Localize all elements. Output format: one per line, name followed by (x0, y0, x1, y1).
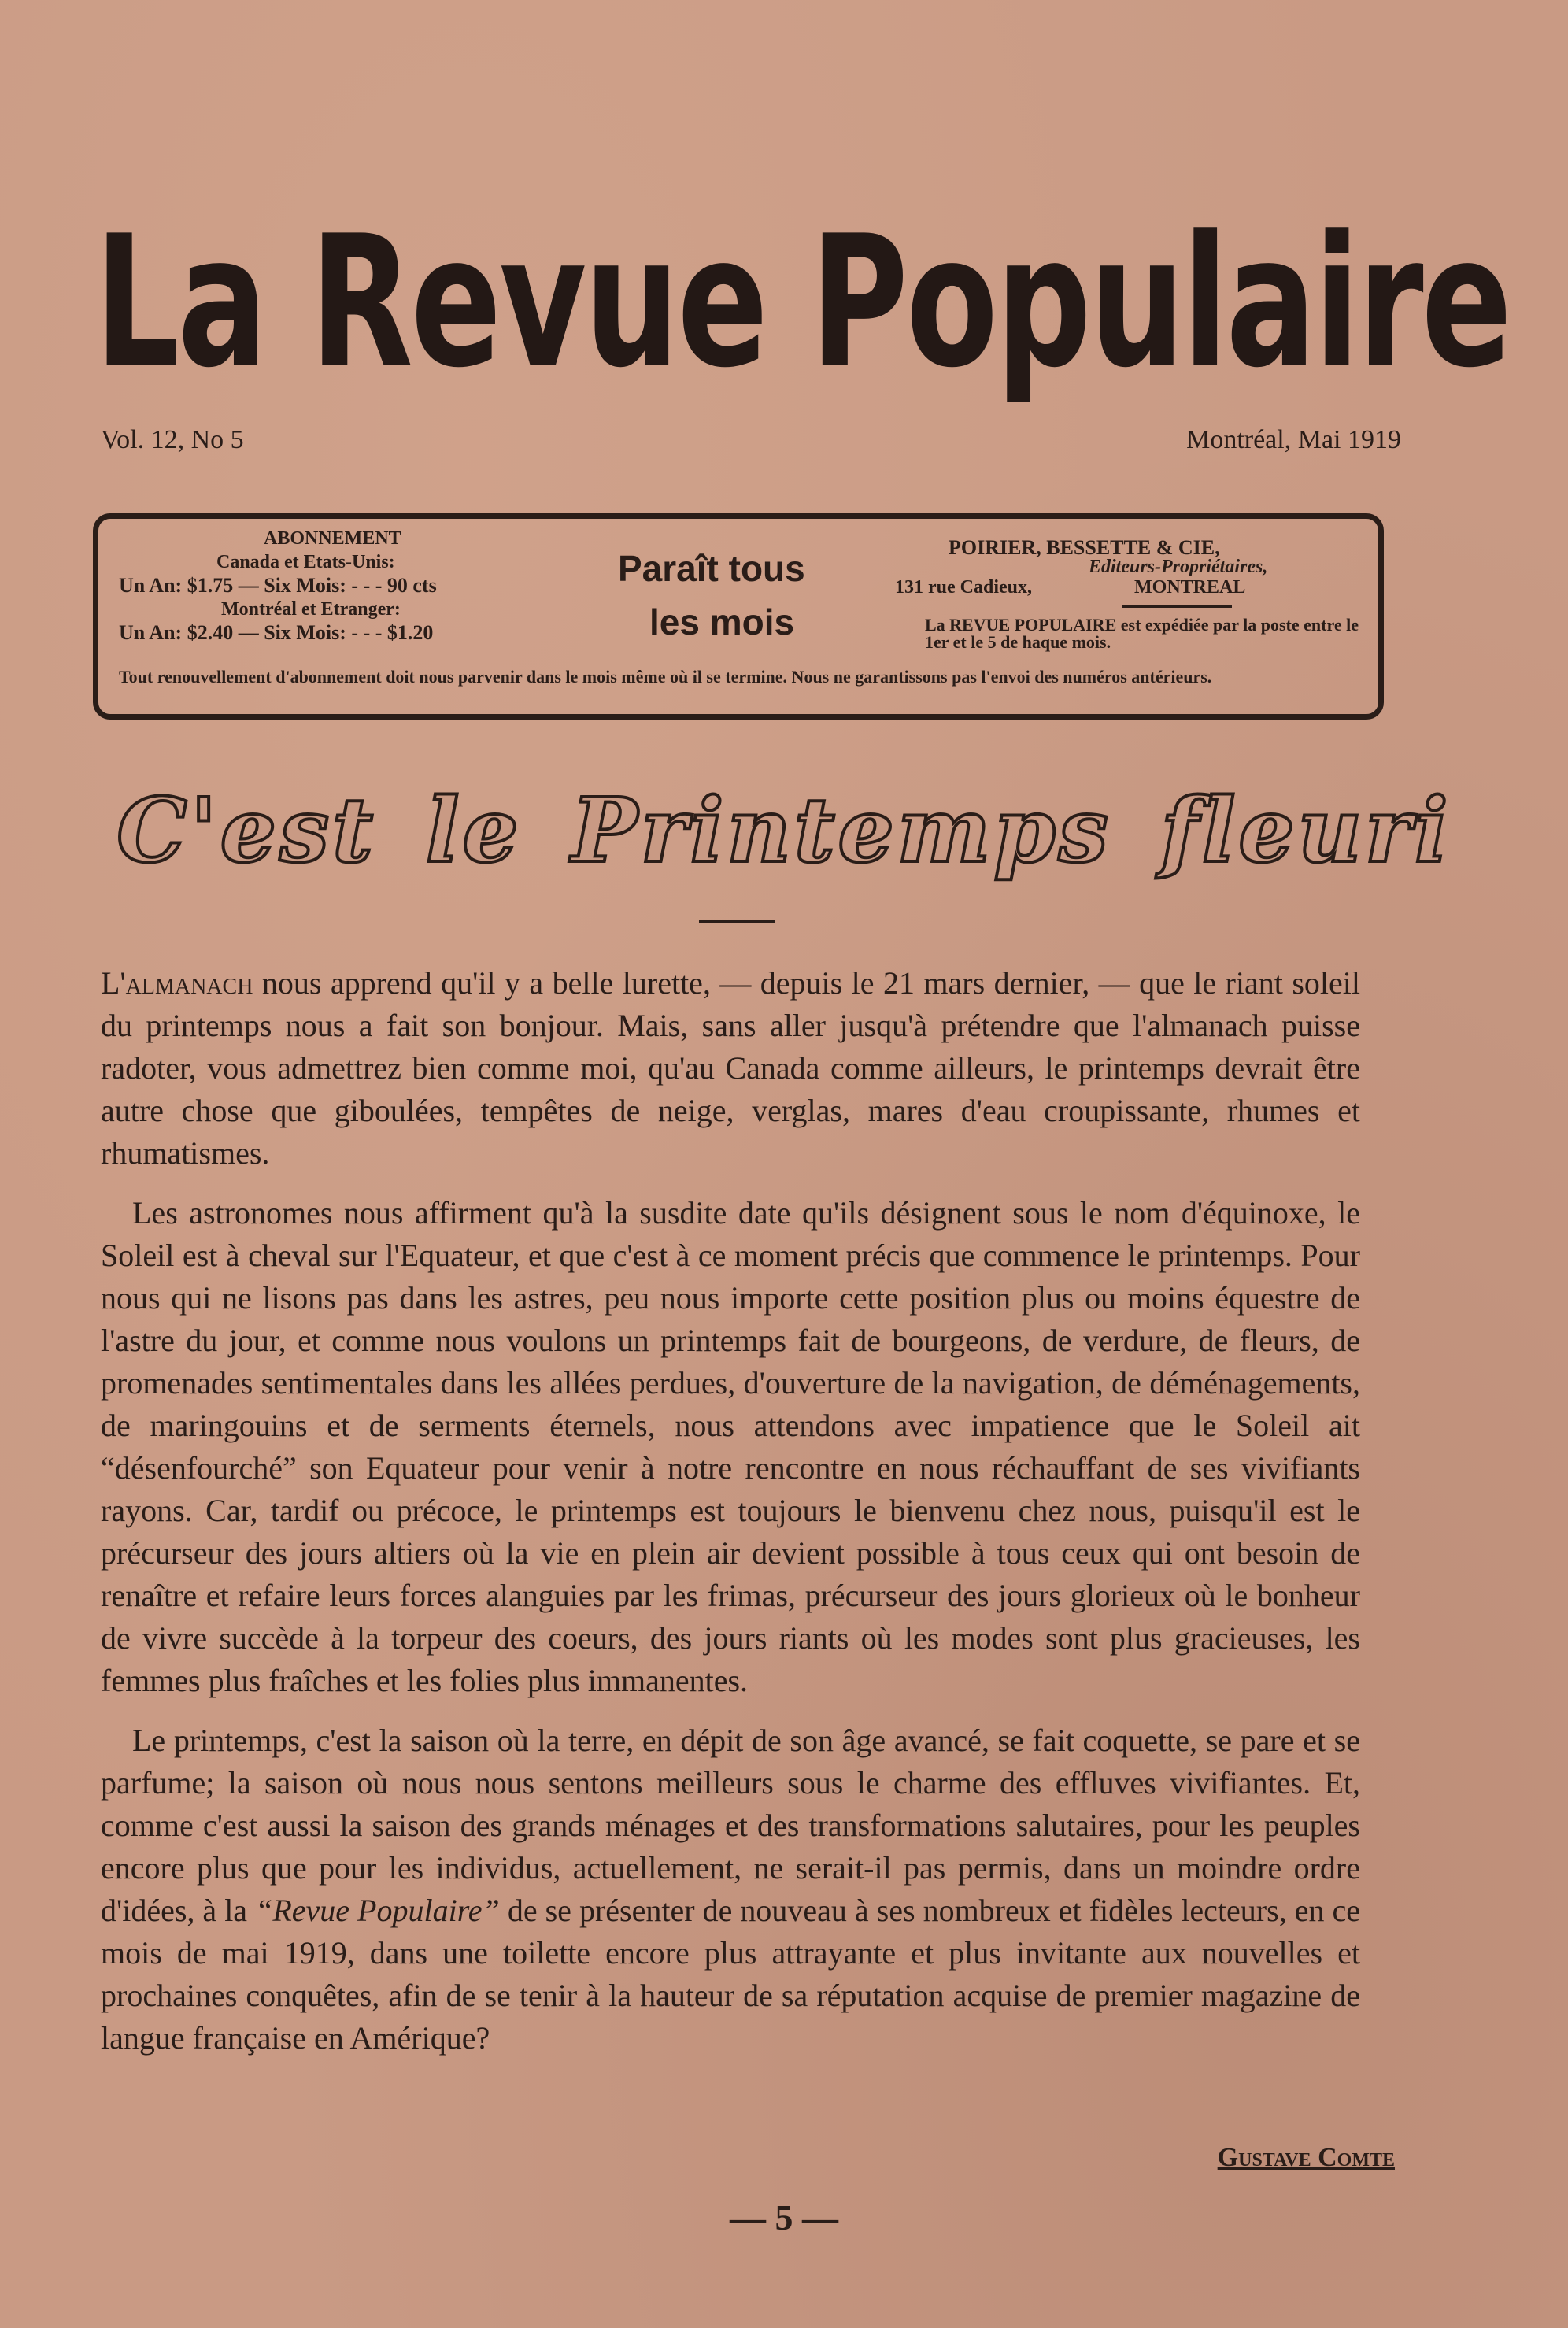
paragraph-2: Les astronomes nous affirment qu'à la susdite date qu'ils désignent sous le nom d'équinoxe, le Soleil est à cheval sur l'Equateur, et que c'est à ce moment précis que commence le printemps. Pour nous qui ne lisons pas dans les astres, peu nous importe cette position plus ou moins équestre de l'astre du jour, et comme nous voulons un printemps fait de bourgeons, de verdure, de fleurs, de promenades sentimentales dans les allées perdues, d'ouverture de la navigation, de déménagements, de maringouins et de serments éternels, nous attendons avec impatience que le Soleil ait “désenfourché” son Equateur pour venir à notre rencontre en nous réchauffant de ses vivifiants rayons. Car, tardif ou précoce, le printemps est toujours le bienvenu chez nous, puisqu'il est le précurseur des jours altiers où la vie en plein air devient possible à tous ceux qui ont besoin de renaître et refaire leurs forces alanguies par les frimas, précurseur des jours glorieux où le bonheur de vivre succède à la torpeur des coeurs, des jours riants où les modes sont plus gracieuses, les femmes plus fraîches et les folies plus immanentes. (101, 1195, 1360, 1698)
frequency-line-1: Paraît tous (618, 548, 805, 589)
masthead-title: La Revue Populaire (94, 198, 1511, 408)
frequency-line-2: les mois (649, 601, 795, 642)
author-signature: Gustave Comte (1217, 2143, 1395, 2172)
canada-us-rates: Un An: $1.75 — Six Mois: - - - 90 cts (119, 574, 437, 597)
revue-title-italic: “Revue Populaire” (255, 1893, 500, 1928)
paragraph-1 (101, 962, 1360, 1175)
subscription-box (93, 513, 1384, 720)
paragraph-1-text: nous apprend qu'il y a belle lurette, — depuis le 21 mars dernier, — que le riant soleil du printemps nous a fait son bonjour. Mais, sans aller jusqu'à prétendre que l'almanach puisse radoter, vous admettrez bien comme moi, qu'au Canada comme ailleurs, le printemps devrait être autre chose que giboulées, tempêtes de neige, verglas, mares d'eau croupissante, rhumes et rhumatismes. (101, 965, 1360, 1171)
canada-us-label: Canada et Etats-Unis: (216, 552, 395, 572)
article-title: C'est le Printemps fleuri (116, 779, 1452, 883)
paragraph-3-start: Le printemps, c'est la saison où la terre, en dépit de son âge avancé, se fait coquette, se pare et se parfume; la saison où nous nous sentons meilleurs sous le charme des effluves vivifiantes. Et, comme c'est aussi la saison des grands ménages et des transformations salutaires, pour les peuples encore plus que pour les individus, actuellement, ne serait-il pas permis, dans un moindre ordre d'idées, à la (101, 1723, 1360, 1928)
paragraph-3 (101, 1719, 1360, 2060)
title-divider (699, 920, 775, 923)
volume-number: Vol. 12, No 5 (101, 425, 244, 454)
article-body (101, 962, 1360, 2077)
montreal-foreign-label: Montréal et Etranger: (221, 599, 401, 620)
montreal-foreign-rates: Un An: $2.40 — Six Mois: - - - $1.20 (119, 621, 434, 644)
paragraph-3-end: de se présenter de nouveau à ses nombreux et fidèles lecteurs, en ce mois de mai 1919, dans une toilette encore plus attrayante et plus invitante aux nouvelles et prochaines conquêtes, afin de se tenir à la hauteur de sa réputation acquise de premier magazine de langue française en Amérique? (101, 1893, 1361, 2056)
renewal-note: Tout renouvellement d'abonnement doit nous parvenir dans le mois même où il se termine. Nous ne garantissons pas l'envoi des numéros antérieurs. (119, 667, 1212, 687)
publisher-address: 131 rue Cadieux, (895, 577, 1032, 598)
publisher-role: Editeurs-Propriétaires, (1089, 557, 1268, 577)
issue-date: Montréal, Mai 1919 (1186, 425, 1401, 454)
box-rule (1122, 605, 1232, 608)
publisher-city: MONTREAL (1134, 577, 1246, 598)
subscription-heading: ABONNEMENT (264, 528, 401, 549)
publisher-name: POIRIER, BESSETTE & CIE, (949, 536, 1220, 559)
page-number: — 5 — (730, 2197, 838, 2237)
lead-word: L'almanach (101, 965, 253, 1001)
shipping-note: La REVUE POPULAIRE est expédiée par la poste entre le 1er et le 5 de haque mois. (925, 615, 1359, 652)
publisher-address-line (895, 577, 1245, 598)
